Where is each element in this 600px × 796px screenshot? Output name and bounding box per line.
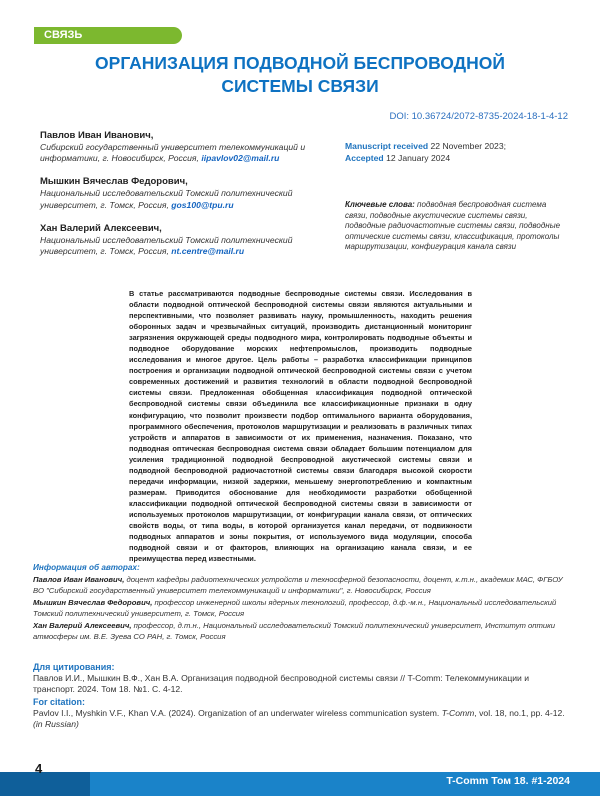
author-entry [40,130,310,164]
author-entry [40,223,310,257]
citation-en-text: Pavlov I.I., Myshkin V.F., Khan V.A. (2024). Organization of an underwater wireless communication system. [33,708,440,718]
author-info-item [33,574,573,596]
author-info-item [33,620,573,642]
author-info-text: доцент кафедры радиотехнических устройств и техносферной безопасности, доцент, к.т.н., академик МАС, ФГБОУ ВО "Сибирский государственный университет телекоммуникаций и информатики", г. Новосибирск, Россия [33,575,563,595]
author-email[interactable]: iipavlov02@mail.ru [201,153,280,164]
citation-ru-text: Павлов И.И., Мышкин В.Ф., Хан В.А. Организация подводной беспроводной системы связи // T-Comm: Телекоммуникации и транспорт. 2024. Том 18. №1. С. 4-12. [33,673,530,694]
author-affiliation-text: Сибирский государственный университет телекоммуникаций и информатики, г. Новосибирск, Россия, [40,142,306,164]
accepted-label: Accepted [345,152,384,163]
received-line [345,141,575,153]
accepted-line [345,153,575,165]
received-label: Manuscript received [345,141,429,151]
author-list [40,130,310,269]
author-email[interactable]: gos100@tpu.ru [171,199,234,210]
citation-en-heading: For citation: [33,697,85,707]
manuscript-dates [345,141,575,164]
author-entry [40,176,310,210]
citation-block [33,662,573,732]
author-info-item [33,597,573,619]
keywords-label: Ключевые слова: [345,200,415,209]
accepted-value: 12 January 2024 [386,152,451,163]
keywords [345,200,570,253]
footer-bar-accent [0,772,90,796]
author-name: Мышкин Вячеслав Федорович, [40,176,188,188]
author-info-name: Павлов Иван Иванович, [33,575,125,584]
abstract: В статье рассматриваются подводные беспроводные системы связи. Исследования в области подводной оптической беспроводной системы связи являются актуальными и перспективными, что позволяет развивать науку, промышленность, находить решения оборонных задач и чрезвычайных ситуаций, производить дистанционный мониторинг загрязнения окружающей среды подводного мира, контролировать подводные объекты и подводное оборудование морских нефтепромыслов, производить подводные исследования и многое другое. Цель работы – разработка классификации принципов построения и организации подводной оптической беспроводной системы связи с учетом современных достижений и развития технологий в области подводной беспроводной системы связи. Предложенная обобщенная классификация подводной оптической беспроводной системы связи объединила все классификационные признаки в одну конфигурацию, что позволит произвести подбор оптимального варианта оборудования, программного обеспечения, протоколов маршрутизации и реализовать в различных типах устройств и аппаратов в зависимости от их применения, назначения. Показано, что подводная оптическая беспроводная система связи обладает большим потенциалом для усиления традиционной подводной беспроводной акустической системы связи и подводной беспроводной радиочастотной системы связи благодаря высокой скорости передачи информации, низкой задержки, меньшему энергопотреблению и компактным размерам. Приводится обоснование для необходимости разработки обобщенной классификации подводной оптической беспроводной системы связи в зависимости от используемых протоколов маршрутизации, от конфигурации канала связи, от оптических свойств воды, от типа воды, в которой организуется канал передачи, от подвижности подводных аппаратов и зоны покрытия, от используемого вида модуляции, способа подводной связи и от факторов, влияющих на организацию канала связи, и ее преимущества перед известными. [129,289,472,564]
author-info [33,562,573,643]
author-affiliation-text: Национальный исследовательский Томский политехнический университет, г. Томск, Россия, [40,188,293,210]
author-info-heading: Информация об авторах: [33,563,140,572]
keywords-text: подводная беспроводная система связи, подводные акустические системы связи, подводные радиочастотные системы связи, подводные оптические системы связи, классификация, протоколы маршрутизации, конфигурация канала связи [345,200,561,251]
citation-en-journal: T-Comm [441,708,475,718]
author-name: Павлов Иван Иванович, [40,130,154,141]
title-line-1: ОРГАНИЗАЦИЯ ПОДВОДНОЙ БЕСПРОВОДНОЙ [95,53,505,73]
author-info-text: профессор, д.т.н., Национальный исследовательский Томский политехнический университет, Институт оптики атмосферы им. В.Е. Зуева СО РАН, г. Томск, Россия [33,621,556,641]
author-info-text: профессор инженерной школы ядерных технологий, профессор, д.ф.-м.н., Национальный исследовательский Томский политехнический университет, г. Томск, Россия [33,598,557,618]
page-footer [0,763,600,796]
title-line-2: СИСТЕМЫ СВЯЗИ [221,76,379,96]
journal-issue: T-Comm Том 18. #1-2024 [446,775,570,787]
author-name: Хан Валерий Алексеевич, [40,222,162,234]
doi[interactable]: DOI: 10.36724/2072-8735-2024-18-1-4-12 [389,111,568,122]
citation-en-lang: (in Russian) [33,719,79,729]
author-email[interactable]: nt.centre@mail.ru [171,246,245,257]
author-affiliation [40,142,310,164]
citation-ru-heading: Для цитирования: [33,662,115,672]
page-title [40,52,560,98]
page-number: 4 [35,761,43,776]
author-affiliation [40,235,310,257]
received-value: 22 November 2023; [430,141,506,151]
section-tab: СВЯЗЬ [34,27,182,44]
author-info-name: Мышкин Вячеслав Федорович, [33,598,153,607]
author-affiliation-text: Национальный исследовательский Томский политехнический университет, г. Томск, Россия, [40,234,293,257]
citation-en-tail: , vol. 18, no.1, pp. 4-12. [474,708,565,718]
author-info-name: Хан Валерий Алексеевич, [33,621,132,630]
citation-en [33,708,573,730]
author-affiliation [40,188,310,210]
